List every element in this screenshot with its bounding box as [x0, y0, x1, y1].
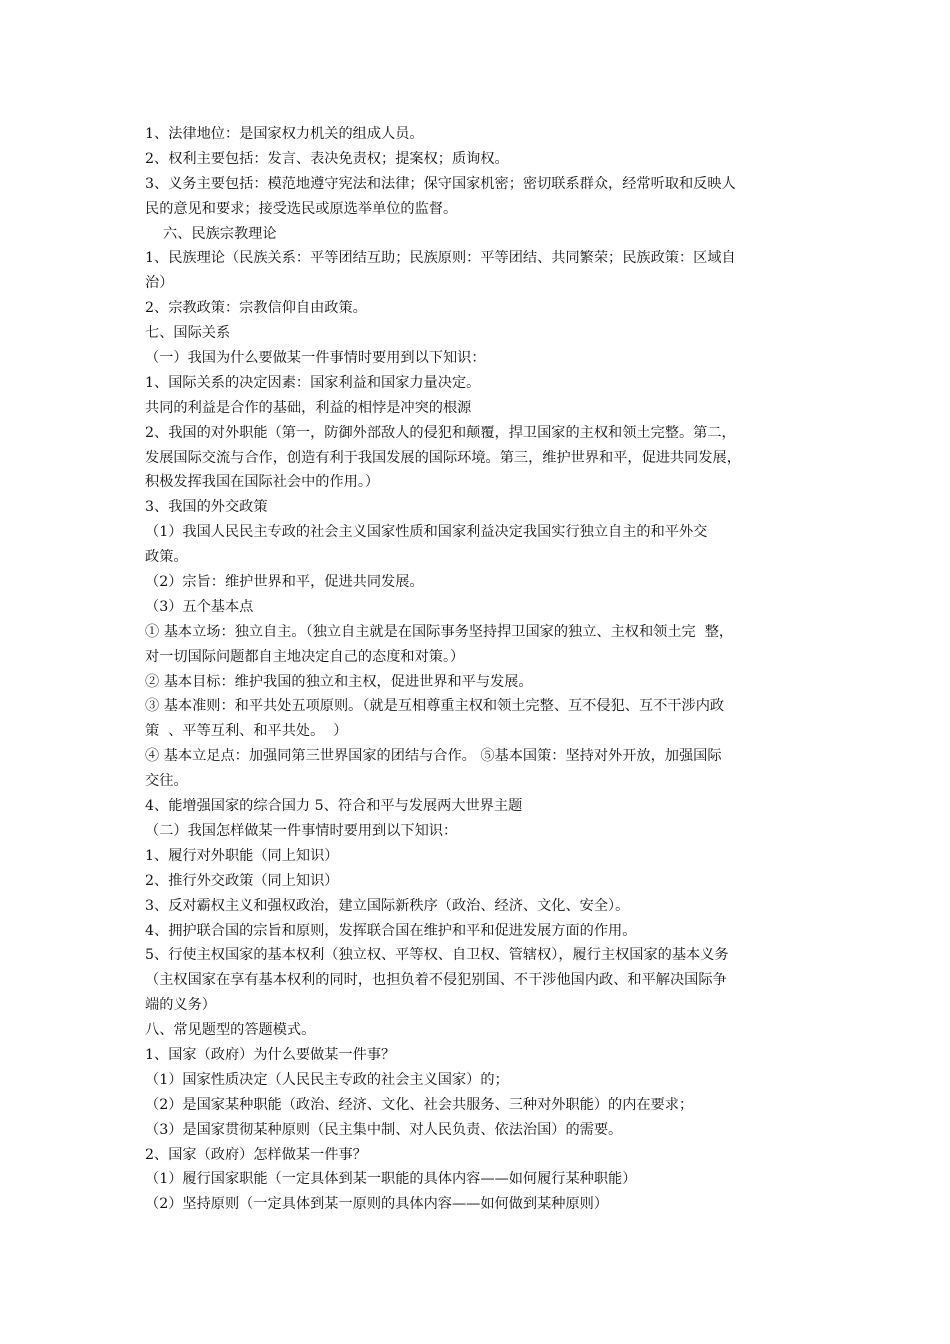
text-line: 民的意见和要求；接受选民或原选举单位的监督。 — [145, 200, 458, 217]
text-line: ① 基本立场：独立自主。（独立自主就是在国际事务坚持捍卫国家的独立、主权和领土完 整， — [145, 623, 734, 640]
text-line: 七、国际关系 — [145, 325, 231, 342]
text-line: 交往。 — [145, 773, 188, 790]
text-line: 2、推行外交政策（同上知识） — [145, 872, 339, 889]
text-line: 积极发挥我国在国际社会中的作用。） — [145, 474, 380, 491]
text-line: （1）我国人民民主专政的社会主义国家性质和国家利益决定我国实行独立自主的和平外交 — [145, 524, 708, 541]
text-line: 1、国际关系的决定因素：国家利益和国家力量决定。 — [145, 374, 481, 391]
text-line: 1、法律地位：是国家权力机关的组成人员。 — [145, 126, 424, 142]
text-line: 2、我国的对外职能（第一，防御外部敌人的侵犯和颠覆，捍卫国家的主权和领土完整。第二， — [145, 424, 736, 441]
text-line: 2、国家（政府）怎样做某一件事？ — [145, 1146, 367, 1163]
text-line: 3、义务主要包括：模范地遵守宪法和法律；保守国家机密；密切联系群众，经常听取和反映人 — [145, 175, 736, 192]
text-line: 政策。 — [145, 549, 188, 566]
text-line: （3）是国家贯彻某种原则（民主集中制、对人民负责、依法治国）的需要。 — [145, 1121, 623, 1138]
text-line: 八、常见题型的答题模式。 — [145, 1022, 316, 1039]
text-line: （一）我国为什么要做某一件事情时要用到以下知识： — [145, 350, 486, 367]
text-line: （2）宗旨：维护世界和平，促进共同发展。 — [145, 574, 424, 591]
text-line: 共同的利益是合作的基础，利益的相悖是冲突的根源 — [145, 399, 472, 416]
text-line: 端的义务） — [145, 997, 216, 1014]
text-line: ② 基本目标：维护我国的独立和主权，促进世界和平与发展。 — [145, 673, 533, 690]
text-line: 六、民族宗教理论 — [145, 225, 277, 242]
text-line: （3）五个基本点 — [145, 598, 254, 615]
text-line: 策 、平等互利、和平共处。 ） — [145, 723, 348, 740]
text-line: （2）坚持原则（一定具体到某一原则的具体内容——如何做到某种原则） — [145, 1196, 609, 1213]
text-line: 发展国际交流与合作，创造有利于我国发展的国际环境。第三，维护世界和平，促进共同发展， — [145, 449, 741, 466]
text-line: ③ 基本准则：和平共处五项原则。（就是互相尊重主权和领土完整、互不侵犯、互不干涉内政 — [145, 698, 725, 715]
text-line: 1、民族理论（民族关系：平等团结互助；民族原则：平等团结、共同繁荣；民族政策：区域自 — [145, 250, 736, 267]
text-line: 3、反对霸权主义和强权政治，建立国际新秩序（政治、经济、文化、安全）。 — [145, 897, 630, 914]
text-line: 3、我国的外交政策 — [145, 499, 268, 516]
text-line: 1、国家（政府）为什么要做某一件事？ — [145, 1046, 396, 1063]
text-line: 1、履行对外职能（同上知识） — [145, 847, 339, 864]
document-body — [145, 122, 815, 1217]
text-line: 4、拥护联合国的宗旨和原则，发挥联合国在维护和平和促进发展方面的作用。 — [145, 922, 637, 939]
text-line: （二）我国怎样做某一件事情时要用到以下知识： — [145, 822, 458, 839]
text-line: （1）履行国家职能（一定具体到某一职能的具体内容——如何履行某种职能） — [145, 1171, 637, 1188]
text-line: 治） — [145, 275, 174, 292]
text-line: （2）是国家某种职能（政治、经济、文化、社会共服务、三种对外职能）的内在要求； — [145, 1096, 694, 1113]
text-line: （1）国家性质决定（人民民主专政的社会主义国家）的； — [145, 1071, 509, 1088]
text-line: 对一切国际问题都自主地决定自己的态度和对策。） — [145, 648, 465, 665]
text-line: 2、权利主要包括：发言、表决免责权；提案权；质询权。 — [145, 150, 509, 167]
text-line: 2、宗教政策：宗教信仰自由政策。 — [145, 300, 367, 317]
text-line: （主权国家在享有基本权利的同时，也担负着不侵犯别国、不干涉他国内政、和平解决国际争 — [145, 972, 727, 989]
text-line: ④ 基本立足点：加强同第三世界国家的团结与合作。 ⑤基本国策：坚持对外开放，加强国际 — [145, 748, 722, 765]
text-line: 4、能增强国家的综合国力 5、符合和平与发展两大世界主题 — [145, 798, 523, 815]
text-line: 5、行使主权国家的基本权利（独立权、平等权、自卫权、管辖权），履行主权国家的基本义务 — [145, 947, 729, 964]
